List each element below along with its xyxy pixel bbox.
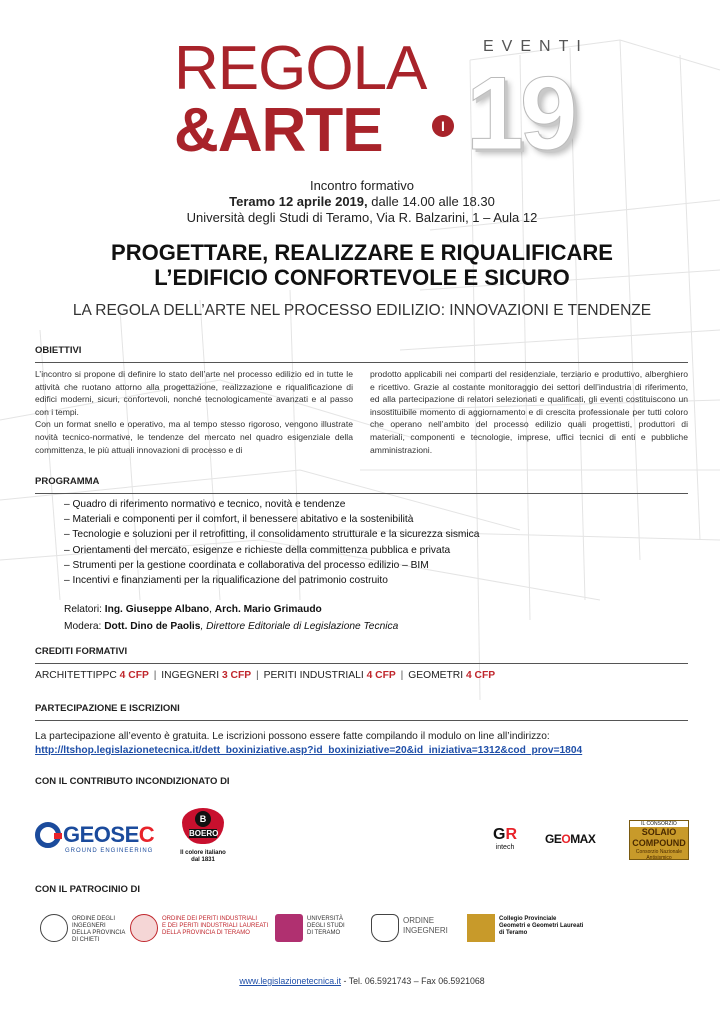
event-intro — [0, 178, 724, 226]
event-kind: Incontro formativo — [309, 178, 415, 193]
list-item: – Incentivi e finanziamenti per la riqualificazione del patrimonio costruito — [64, 575, 388, 587]
obiettivi-paragraph: Con un format snello e operativo, ma al tempo stesso rigoroso, vengono illustrate novità tecnico-normative, le tendenze del mercato nel quadro esigenziale della committenza, le più attuali innovazioni di processo e di — [35, 419, 353, 455]
credit-label: PERITI INDUSTRIALI — [263, 670, 367, 681]
geomax-part: O — [561, 832, 571, 846]
obiettivi-paragraph: prodotto applicabili nei comparti del residenziale, terziario e produttivo, alberghiero e ricettivo. Grazie al costante monitoraggio dei settori dell’industria di riferimento, ed alla partecipazione di relatori selezionati e qualificati, gli eventi costituiscono un insostituibile momento di aggiornamento e di crescita professionale per tutti coloro che operano nell’ambito del processo edilizio quali progettisti, produttori di materiali, componenti e tecnologie, imprese, uffici tecnici di enti e pubbliche amministrazioni. — [370, 369, 688, 455]
programma-heading — [35, 476, 688, 494]
regola-arte-logo — [174, 34, 594, 178]
main-title-line1: PROGETTARE, REALIZZARE E RIQUALIFICARE — [111, 240, 613, 265]
credit-separator: | — [400, 670, 404, 681]
intech-name: intech — [495, 844, 515, 851]
credit-separator: | — [153, 670, 157, 681]
moderator-label: Modera: — [64, 621, 105, 632]
patron-logos — [35, 906, 695, 956]
moderator-name: Dott. Dino de Paolis — [104, 621, 201, 632]
boero-tagline-1: Il colore italiano — [180, 850, 226, 856]
speaker-name: Ing. Giuseppe Albano — [104, 604, 210, 615]
boero-tagline — [173, 850, 233, 864]
boero-name: BOERO — [189, 829, 219, 838]
patron-line: Geometri e Geometri Laureati — [499, 923, 584, 929]
speakers-separator: , — [209, 604, 215, 615]
speakers-line — [64, 601, 398, 618]
crest-icon — [371, 914, 399, 942]
solaio-name: SOLAIO — [641, 827, 677, 837]
geomax-part: MAX — [570, 832, 596, 846]
patron-line: UNIVERSITÀ — [307, 916, 344, 922]
patron-logo — [467, 910, 607, 948]
list-item: – Strumenti per la gestione coordinata e collaborativa del processo edilizio – BIM — [64, 559, 429, 571]
geosec-mark-icon — [35, 822, 61, 848]
credit-value: 4 CFP — [119, 670, 149, 681]
intech-mark-part: R — [505, 826, 517, 843]
credit-value: 3 CFP — [221, 670, 252, 681]
credit-separator: | — [256, 670, 259, 681]
registration-link[interactable]: http://ltshop.legislazionetecnica.it/dett_boxiniziative.asp?id_boxiniziative=20&id_iniziativa=1312&cod_prov=1804 — [35, 745, 583, 756]
patron-name — [72, 916, 125, 944]
credit-label: ARCHITETTIPPC — [35, 670, 120, 681]
footer-contacts: - Tel. 06.5921743 – Fax 06.5921068 — [341, 976, 485, 986]
footer — [0, 976, 724, 986]
patron-line: DELLA PROVINCIA — [72, 930, 126, 936]
patron-line: E DEI PERITI INDUSTRIALI LAUREATI — [162, 923, 269, 929]
event-venue: Università degli Studi di Teramo, Via R. Balzarini, 1 – Aula 12 — [186, 210, 538, 225]
credit-value: 4 CFP — [366, 670, 396, 681]
geomax-logo — [545, 832, 595, 846]
logo-regola-text: REGOLA — [174, 34, 427, 103]
solaio-subtitle: Consorzio Nazionale Antisismico — [635, 849, 683, 861]
solaio-top: IL CONSORZIO — [630, 821, 688, 827]
logo-badge: I — [432, 115, 454, 137]
main-title-line2: L’EDIFICIO CONFORTEVOLE E SICURO — [154, 265, 570, 290]
seal-icon — [40, 914, 68, 942]
credits-line — [35, 670, 495, 681]
credit-label: GEOMETRI — [408, 670, 466, 681]
solaio-name: COMPOUND — [632, 838, 686, 848]
boero-logo — [173, 808, 233, 878]
main-title — [0, 240, 724, 290]
obiettivi-column-right — [370, 368, 688, 456]
crediti-heading-text: CREDITI FORMATIVI — [35, 646, 128, 657]
partecipazione-block — [35, 730, 582, 758]
moderator-line — [64, 618, 398, 635]
logo-arte-text: &ARTE — [174, 96, 383, 165]
patron-logo — [130, 910, 270, 948]
logo-year: 19 — [466, 56, 574, 172]
intech-mark-part: G — [492, 826, 506, 843]
website-link[interactable]: www.legislazionetecnica.it — [239, 976, 342, 986]
logo-eventi-text: EVENTI — [483, 38, 589, 55]
crediti-heading — [35, 646, 688, 664]
list-item: – Quadro di riferimento normativo e tecnico, novità e tendenze — [64, 499, 346, 510]
patrocinio-heading-text: CON IL PATROCINIO DI — [35, 884, 141, 895]
patron-name — [499, 916, 583, 937]
programma-heading-text: PROGRAMMA — [35, 476, 100, 487]
intech-mark — [485, 826, 525, 844]
patron-line: DEGLI STUDI — [307, 923, 345, 929]
credit-value: 4 CFP — [465, 670, 496, 681]
patron-line: Collegio Provinciale — [499, 916, 557, 922]
patron-name — [403, 916, 448, 936]
patron-line: DELLA PROVINCIA DI TERAMO — [162, 930, 250, 936]
boero-mark: B — [195, 811, 211, 827]
geosec-name — [63, 822, 154, 848]
event-time: dalle 14.00 alle 18.30 — [367, 194, 495, 209]
patron-logo — [40, 910, 130, 948]
event-date: Teramo 12 aprile 2019, — [229, 194, 368, 209]
sponsors-heading — [35, 776, 688, 793]
obiettivi-paragraph: L’incontro si propone di definire lo stato dell’arte nel processo edilizio ed in tutte le attività che ruotano attorno alla progettazione, realizzazione e riqualificazione di edifici moderni, sicuri, confortevoli, nonché tecnologicamente avanzati e al passo con i tempi. — [35, 369, 353, 417]
geosec-subtitle: GROUND ENGINEERING — [65, 848, 154, 854]
patron-line: ORDINE DEGLI — [72, 916, 116, 922]
periti-logo-icon — [130, 914, 158, 942]
programma-list — [64, 497, 479, 588]
patron-line: INGEGNERI — [403, 926, 448, 935]
speaker-name: Arch. Mario Grimaudo — [214, 604, 322, 615]
obiettivi-heading — [35, 345, 688, 363]
patrocinio-heading — [35, 884, 688, 901]
list-item: – Orientamenti del mercato, esigenze e richieste della committenza pubblica e privata — [64, 544, 451, 556]
partecipazione-heading — [35, 703, 688, 721]
patron-logo — [371, 910, 461, 948]
speakers-block — [64, 601, 398, 635]
list-item: – Tecnologie e soluzioni per il retrofitting, il consolidamento strutturale e la sicurezza sismica — [64, 529, 480, 541]
patron-line: ORDINE — [403, 916, 435, 925]
boero-shield-icon — [182, 808, 224, 844]
patron-line: ORDINE DEI PERITI INDUSTRIALI — [162, 916, 258, 922]
university-logo-icon — [275, 914, 303, 942]
speakers-label: Relatori: — [64, 604, 105, 615]
list-item: – Materiali e componenti per il comfort, il benessere abitativo e la sostenibilità — [64, 514, 414, 526]
sponsors-heading-text: CON IL CONTRIBUTO INCONDIZIONATO DI — [35, 776, 230, 787]
patron-line: DI CHIETI — [72, 937, 100, 943]
patron-name — [162, 916, 268, 937]
geosec-logo — [35, 820, 165, 860]
partecipazione-heading-text: PARTECIPAZIONE E ISCRIZIONI — [35, 703, 180, 714]
geosec-name-part: GEOSE — [63, 822, 139, 847]
boero-tagline-2: dal 1831 — [191, 857, 215, 863]
geometri-logo-icon — [467, 914, 495, 942]
patron-line: di Teramo — [499, 930, 528, 936]
moderator-role: , Direttore Editoriale di Legislazione Tecnica — [200, 621, 399, 632]
event-date-line — [0, 194, 724, 210]
subtitle: LA REGOLA DELL’ARTE NEL PROCESSO EDILIZIO: INNOVAZIONI E TENDENZE — [72, 302, 652, 319]
patron-logo — [275, 910, 365, 948]
patron-line: DI TERAMO — [307, 930, 341, 936]
geomax-part: GE — [545, 832, 562, 846]
partecipazione-text: La partecipazione all’evento è gratuita. Le iscrizioni possono essere fatte compilando il modulo on line all’indirizzo: — [35, 731, 550, 742]
patron-line: INGEGNERI — [72, 923, 106, 929]
credit-label: INGEGNERI — [161, 670, 222, 681]
sponsor-logos — [35, 808, 695, 878]
intech-logo — [485, 826, 525, 860]
obiettivi-column-left — [35, 368, 353, 456]
solaio-compound-logo — [629, 820, 689, 860]
geosec-name-part: C — [138, 822, 155, 847]
obiettivi-heading-text: OBIETTIVI — [35, 345, 82, 356]
patron-name — [307, 916, 345, 937]
